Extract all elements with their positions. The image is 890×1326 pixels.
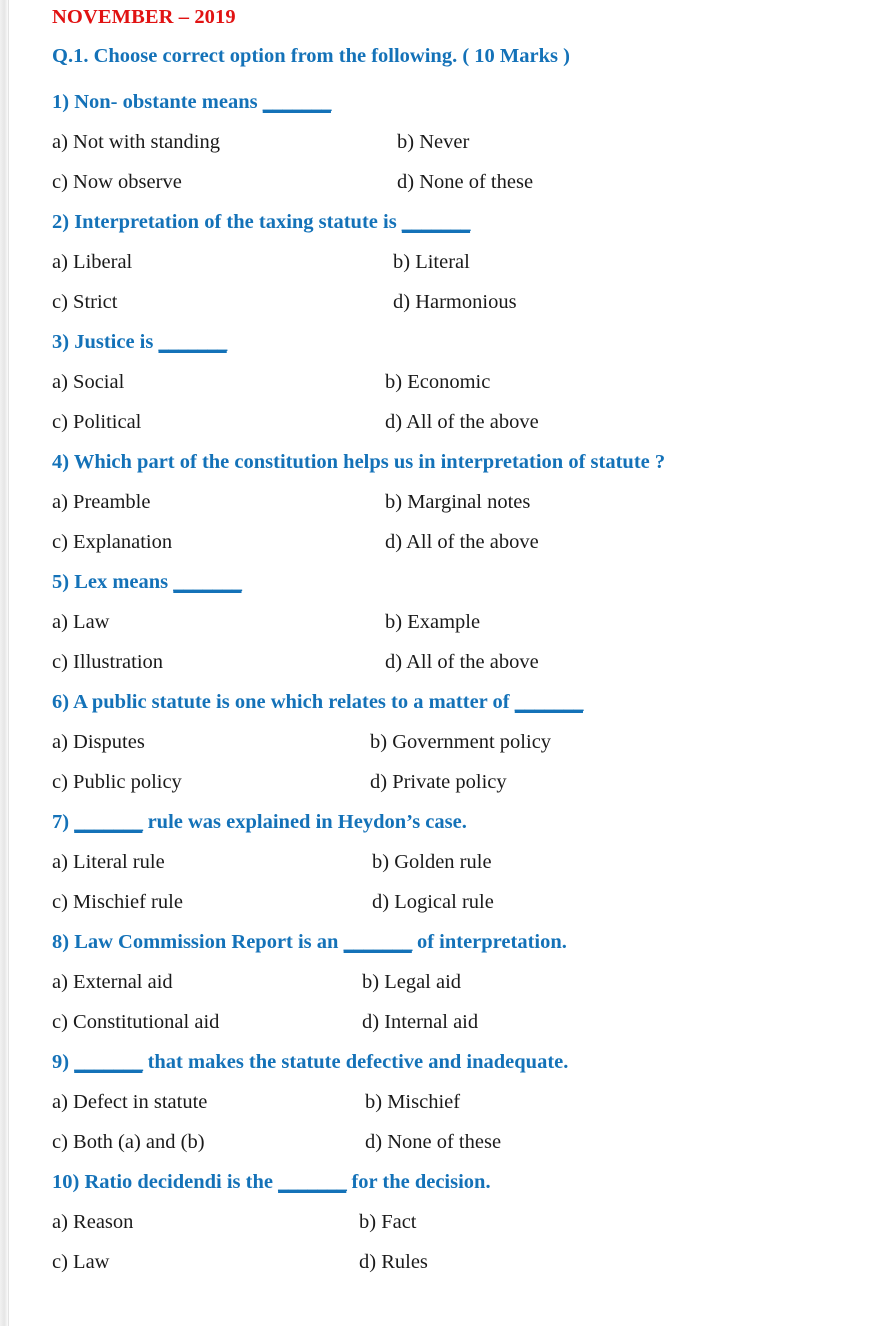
option-b[interactable]: b) Golden rule [372, 851, 492, 873]
question-stem: 3) Justice is [52, 331, 159, 353]
option-row [52, 882, 862, 922]
option-row [52, 722, 862, 762]
option-b[interactable]: b) Fact [359, 1211, 417, 1233]
option-b[interactable]: b) Never [397, 131, 470, 153]
option-d[interactable]: d) Harmonious [393, 291, 517, 313]
question-text [52, 1162, 862, 1202]
option-row [52, 962, 862, 1002]
option-c[interactable]: c) Constitutional aid [52, 1011, 220, 1033]
option-d[interactable]: d) None of these [397, 171, 534, 193]
question-block [52, 1042, 862, 1162]
option-b[interactable]: b) Legal aid [362, 971, 462, 993]
option-d[interactable]: d) All of the above [385, 651, 539, 673]
option-row [52, 1202, 862, 1242]
option-a[interactable]: a) Law [52, 611, 110, 633]
option-b[interactable]: b) Example [385, 611, 481, 633]
option-row [52, 642, 862, 682]
question-stem: 1) Non- obstante means [52, 91, 263, 113]
fill-in-blank: _______ [262, 91, 331, 113]
option-a[interactable]: a) Not with standing [52, 131, 220, 153]
question-text [52, 922, 862, 962]
option-b[interactable]: b) Mischief [365, 1091, 461, 1113]
option-row [52, 1002, 862, 1042]
question-text [52, 682, 862, 722]
option-row [52, 842, 862, 882]
option-b[interactable]: b) Government policy [370, 731, 552, 753]
option-c[interactable]: c) Illustration [52, 651, 164, 673]
exam-instruction-line: Q.1. Choose correct option from the following. ( 10 Marks ) [52, 45, 570, 67]
fill-in-blank: _______ [278, 1171, 347, 1193]
option-c[interactable]: c) Law [52, 1251, 110, 1273]
option-row [52, 242, 862, 282]
question-block [52, 1162, 862, 1282]
fill-in-blank: _______ [401, 211, 471, 233]
exam-date-heading: NOVEMBER – 2019 [52, 6, 236, 28]
question-text [52, 562, 862, 602]
question-text [52, 1042, 862, 1082]
option-a[interactable]: a) Liberal [52, 251, 133, 273]
question-stem: 9) [52, 1051, 75, 1073]
option-row [52, 282, 862, 322]
question-block [52, 682, 862, 802]
option-d[interactable]: d) Rules [359, 1251, 428, 1273]
question-tail: rule was explained in Heydon’s case. [142, 811, 467, 833]
option-d[interactable]: d) None of these [365, 1131, 502, 1153]
option-c[interactable]: c) Mischief rule [52, 891, 183, 913]
option-c[interactable]: c) Strict [52, 291, 118, 313]
option-c[interactable]: c) Both (a) and (b) [52, 1131, 205, 1153]
question-text [52, 802, 862, 842]
question-block [52, 202, 862, 322]
option-row [52, 162, 862, 202]
option-c[interactable]: c) Now observe [52, 171, 182, 193]
option-d[interactable]: d) All of the above [385, 531, 539, 553]
questions-container [52, 82, 862, 1282]
question-block [52, 442, 862, 562]
option-row [52, 1242, 862, 1282]
option-row [52, 362, 862, 402]
fill-in-blank: _______ [74, 811, 143, 833]
option-row [52, 762, 862, 802]
option-a[interactable]: a) Preamble [52, 491, 151, 513]
fill-in-blank: _______ [343, 931, 412, 953]
option-b[interactable]: b) Literal [393, 251, 470, 273]
question-tail: for the decision. [346, 1171, 491, 1193]
question-block [52, 82, 862, 202]
option-d[interactable]: d) Logical rule [372, 891, 494, 913]
option-a[interactable]: a) Literal rule [52, 851, 165, 873]
question-text [52, 442, 862, 482]
option-d[interactable]: d) Internal aid [362, 1011, 479, 1033]
option-b[interactable]: b) Economic [385, 371, 491, 393]
question-stem: 4) Which part of the constitution helps us in interpretation of statute ? [52, 451, 666, 473]
question-stem: 2) Interpretation of the taxing statute is [52, 211, 402, 233]
fill-in-blank: _______ [514, 691, 583, 713]
option-row [52, 602, 862, 642]
question-stem: 6) A public statute is one which relates to a matter of [52, 691, 515, 713]
question-stem: 5) Lex means [52, 571, 174, 593]
option-c[interactable]: c) Explanation [52, 531, 173, 553]
question-stem: 10) Ratio decidendi is the [52, 1171, 279, 1193]
option-row [52, 1082, 862, 1122]
question-text [52, 82, 862, 122]
option-a[interactable]: a) External aid [52, 971, 173, 993]
option-d[interactable]: d) Private policy [370, 771, 507, 793]
option-c[interactable]: c) Public policy [52, 771, 182, 793]
option-a[interactable]: a) Reason [52, 1211, 134, 1233]
option-c[interactable]: c) Political [52, 411, 142, 433]
question-tail: of interpretation. [411, 931, 567, 953]
option-a[interactable]: a) Disputes [52, 731, 145, 753]
question-stem: 7) [52, 811, 75, 833]
question-block [52, 922, 862, 1042]
option-row [52, 1122, 862, 1162]
fill-in-blank: _______ [158, 331, 227, 353]
option-row [52, 402, 862, 442]
option-b[interactable]: b) Marginal notes [385, 491, 531, 513]
question-text [52, 202, 862, 242]
question-tail: that makes the statute defective and inadequate. [142, 1051, 569, 1073]
option-row [52, 482, 862, 522]
option-a[interactable]: a) Defect in statute [52, 1091, 208, 1113]
question-block [52, 802, 862, 922]
question-block [52, 562, 862, 682]
document-content [52, 4, 862, 1282]
question-text [52, 322, 862, 362]
option-a[interactable]: a) Social [52, 371, 125, 393]
fill-in-blank: _______ [173, 571, 242, 593]
question-block [52, 322, 862, 442]
option-row [52, 122, 862, 162]
question-stem: 8) Law Commission Report is an [52, 931, 344, 953]
option-d[interactable]: d) All of the above [385, 411, 539, 433]
option-row [52, 522, 862, 562]
fill-in-blank: _______ [74, 1051, 143, 1073]
